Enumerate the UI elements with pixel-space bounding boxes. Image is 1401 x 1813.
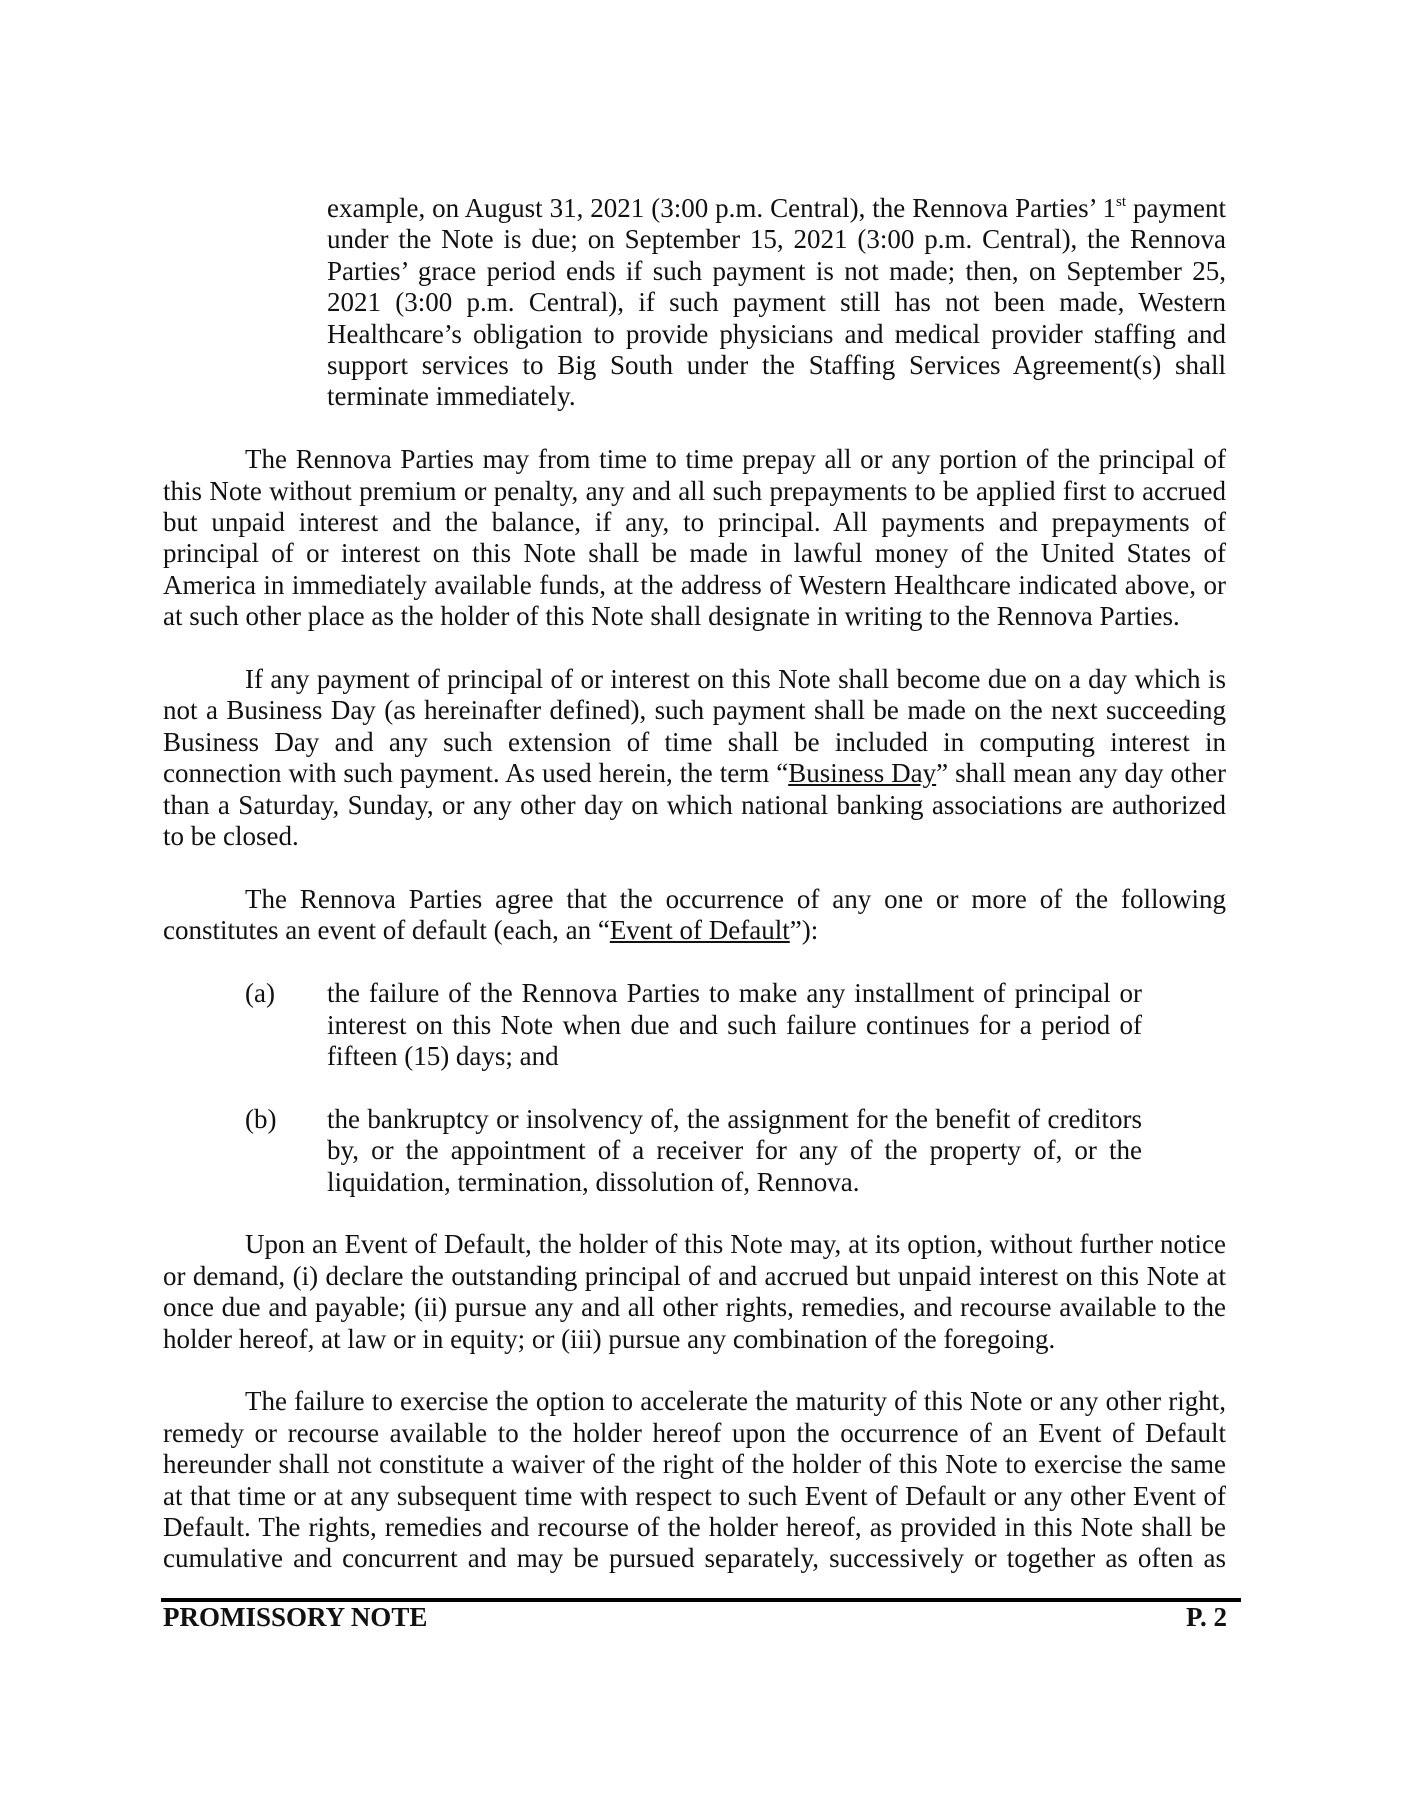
continued-paragraph xyxy=(327,193,1226,413)
no-waiver-paragraph: The failure to exercise the option to accelerate the maturity of this Note or any other right, remedy or recourse available to the holder hereof upon the occurrence of an Event of Default hereunder shall not constitute a waiver of the right of the holder of this Note to exercise the same at that time or at any subsequent time with respect to such Event of Default or any other Event of Default. The rights, remedies and recourse of the holder hereof, as provided in this Note shall be cumulative and concurrent and may be pursued separately, successively or together as often as xyxy=(163,1386,1226,1574)
event-of-default-intro xyxy=(163,884,1226,947)
list-text: the failure of the Rennova Parties to make any installment of principal or interest on this Note when due and such failure continues for a period of fifteen (15) days; and xyxy=(327,978,1142,1071)
text-span: example, on August 31, 2021 (3:00 p.m. Central), the Rennova Parties’ 1 xyxy=(327,193,1117,223)
prepayment-paragraph: The Rennova Parties may from time to time prepay all or any portion of the principal of this Note without premium or penalty, any and all such prepayments to be applied first to accrued but unpaid interest and the balance, if any, to principal. All payments and prepayments of principal of or interest on this Note shall be made in lawful money of the United States of America in immediately available funds, at the address of Western Healthcare indicated above, or at such other place as the holder of this Note shall designate in writing to the Rennova Parties. xyxy=(163,444,1226,632)
text-span: payment under the Note is due; on September 15, 2021 (3:00 p.m. Central), the Rennova Parties’ grace period ends if such payment is not made; then, on September 25, 2021 (3:00 p.m. Central), if such payment still has not been made, Western Healthcare’s obligation to provide physicians and medical provider staffing and support services to Big South under the Staffing Services Agreement(s) shall terminate immediately. xyxy=(327,193,1226,412)
footer-document-title: PROMISSORY NOTE xyxy=(163,1602,428,1632)
business-day-paragraph xyxy=(163,664,1226,852)
list-text: the bankruptcy or insolvency of, the assignment for the benefit of creditors by, or the appointment of a receiver for any of the property of, or the liquidation, termination, dissolution of, Rennova. xyxy=(327,1103,1142,1197)
text-span: ”): xyxy=(789,915,819,946)
remedies-paragraph: Upon an Event of Default, the holder of this Note may, at its option, without further notice or demand, (i) declare the outstanding principal of and accrued but unpaid interest on this Note at once due and payable; (ii) pursue any and all other rights, remedies, and recourse available to the holder hereof, at law or in equity; or (iii) pursue any combination of the foregoing. xyxy=(163,1229,1226,1354)
text-span: The Rennova Parties agree that the occurrence of any one or more of the following constitutes an event of default (each, an “ xyxy=(163,883,1226,946)
text-span: If any payment of principal of or interest on this Note shall become due on a day which is not a Business Day (as hereinafter defined), such payment shall be made on the next succeeding Business Day and any such extension of time shall be included in computing interest in connection with such payment. As used herein, the term “ xyxy=(163,664,1226,789)
list-item xyxy=(163,978,1226,1072)
ordinal-superscript: st xyxy=(1116,194,1127,210)
footer-page-number: P. 2 xyxy=(1185,1602,1227,1632)
defined-term-event-of-default: Event of Default xyxy=(609,915,790,946)
text-span: ” shall mean any day other than a Saturday, Sunday, or any other day on which national banking associations are authorized to be closed. xyxy=(163,758,1226,852)
defined-term-business-day: Business Day xyxy=(788,758,937,789)
list-label: (b) xyxy=(245,1103,277,1134)
list-item xyxy=(163,1104,1226,1198)
list-label: (a) xyxy=(245,978,275,1009)
document-body xyxy=(163,193,1226,1606)
